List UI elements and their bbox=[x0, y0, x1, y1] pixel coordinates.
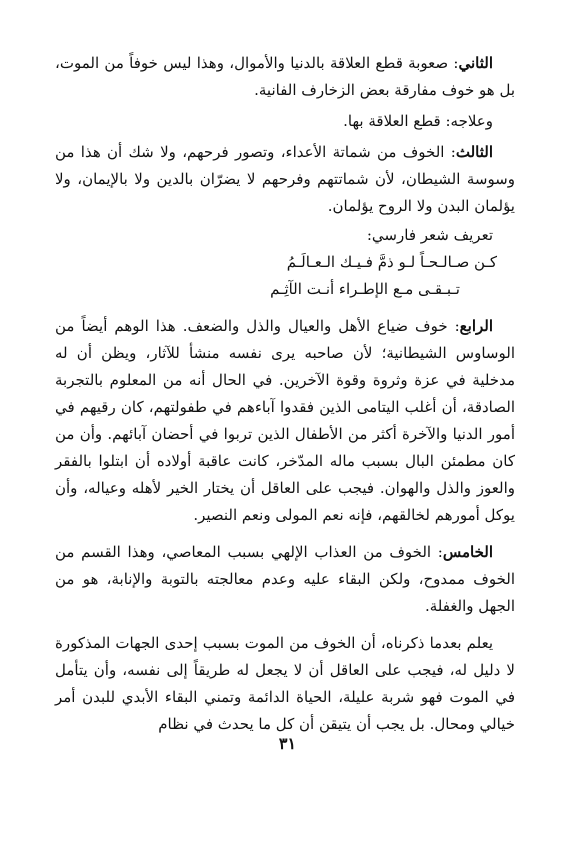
paragraph-third bbox=[55, 139, 515, 220]
page-number: ٣١ bbox=[278, 734, 297, 753]
verse-line-2: تـبـقـى مـع الإطـراء أنـت الآثِـم bbox=[270, 280, 460, 298]
paragraph-body: : صعوبة قطع العلاقة بالدنيا والأموال، وهذا ليس خوفاً من الموت، بل هو خوف مفارقة بعض الزخارف الفانية. bbox=[55, 54, 515, 99]
paragraph-lead: الرابع bbox=[459, 317, 493, 335]
paragraph-body: : خوف ضياع الأهل والعيال والذل والضعف. هذا الوهم أيضاً من الوساوس الشيطانية؛ لأن صاحبه يرى نفسه منشأ للآثار، ويظن أن له مدخلية في عزة وثروة وقوة الآخرين. في الحال أنه من المعلوم بالتجربة الصادقة، أن أغلب اليتامى الذين فقدوا آباءهم في طفولتهم، كان رقيهم في أمور الدنيا والآخرة أكثر من الأطفال الذين تربوا في أحضان آبائهم. وأن من كان مطمئن البال بسبب ماله المدّخر، كانت عاقبة أولاده أن ابتلوا بالفقر والعوز والذل والهوان. فيجب على العاقل أن يختار الخير لأهله وعياله، وأن يوكل أمورهم لخالقهم، فإنه نعم المولى ونعم النصير. bbox=[55, 317, 515, 524]
paragraph-fifth bbox=[55, 539, 515, 620]
paragraph-body: : الخوف من العذاب الإلهي بسبب المعاصي، وهذا القسم من الخوف ممدوح، ولكن البقاء عليه وعدم معالجته بالتوبة والإنابة، هو من الجهل والغفلة. bbox=[55, 543, 515, 615]
paragraph-cure: وعلاجه: قطع العلاقة بها. bbox=[343, 112, 493, 130]
poem-intro: تعريف شعر فارسي: bbox=[366, 226, 493, 244]
paragraph-sixth: يعلم بعدما ذكرناه، أن الخوف من الموت بسبب إحدى الجهات المذكورة لا دليل له، فيجب على العاقل أن لا يجعل له طريقاً إلى نفسه، وأن يتأمل في الموت فهو شربة عليلة، الحياة الدائمة وتمني البقاء الأبدي للبدن أمر خيالي ومحال. بل يجب أن يتيقن أن كل ما يحدث في نظام bbox=[55, 634, 515, 733]
verse-line-1: كـن صـالـحـاً لـو ذمَّ فـيـك الـعـالَـمُ bbox=[286, 253, 497, 271]
paragraph-lead: الثالث bbox=[455, 143, 493, 161]
paragraph-second bbox=[55, 50, 515, 104]
paragraph-body: : الخوف من شماتة الأعداء، وتصور فرحهم، ولا شك أن هذا من وسوسة الشيطان، لأن شماتتهم وفرحهم لا يضرّان بالدين ولا بالإيمان، ولا يؤلمان البدن ولا الروح يؤلمان. bbox=[55, 143, 515, 215]
paragraph-lead: الثاني bbox=[458, 54, 493, 72]
paragraph-fourth bbox=[55, 313, 515, 529]
paragraph-lead: الخامس bbox=[442, 543, 493, 561]
